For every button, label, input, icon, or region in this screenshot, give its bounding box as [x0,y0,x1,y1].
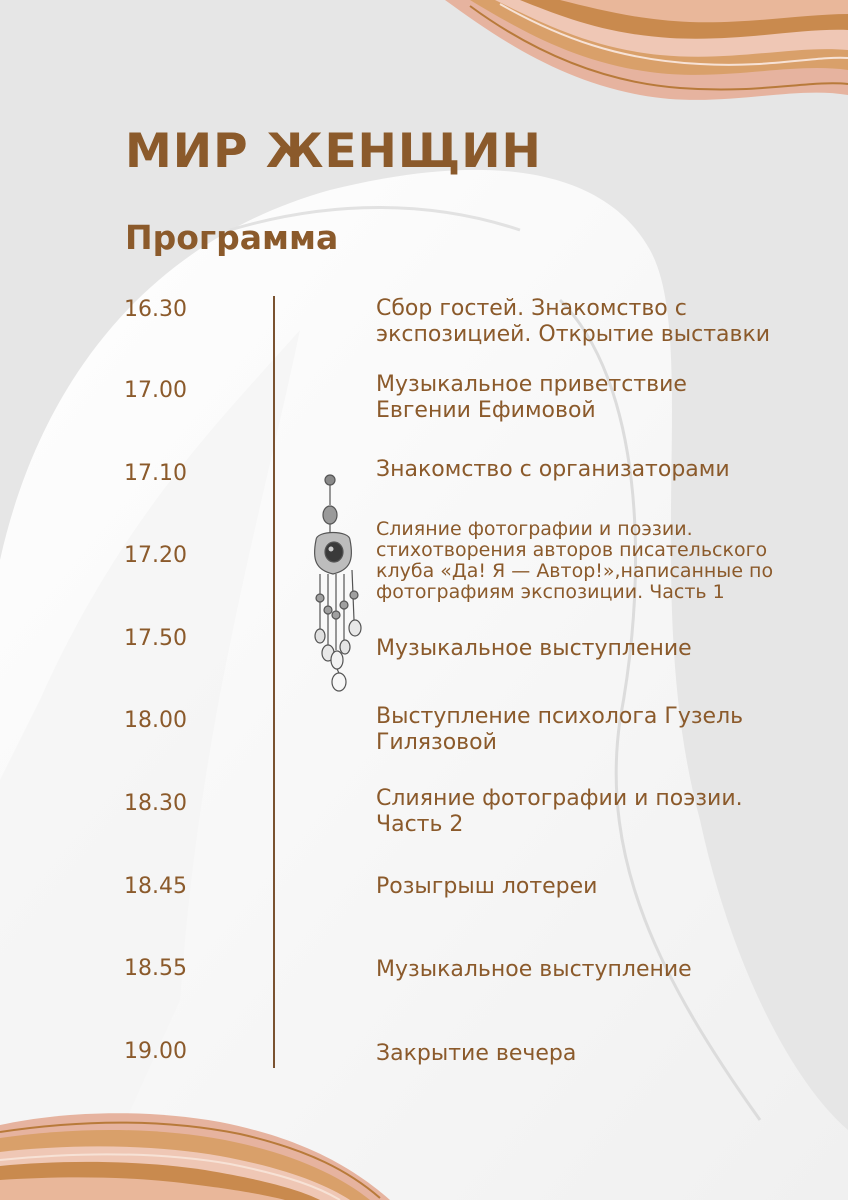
schedule-event: Музыкальное выступление [376,636,692,661]
earring-illustration [310,470,372,700]
schedule-time: 17.20 [124,543,187,568]
schedule-event: Сбор гостей. Знакомство с экспозицией. Открытие выставки [376,296,771,347]
schedule-time: 17.00 [124,378,187,403]
schedule-time: 18.45 [124,874,187,899]
schedule-time: 17.10 [124,461,187,486]
schedule-event: Знакомство с организаторами [376,457,730,482]
schedule-event: Слияние фотографии и поэзии. Часть 2 [376,786,743,837]
schedule-time: 18.00 [124,708,187,733]
program-subtitle: Программа [125,218,339,257]
timeline-divider [273,296,275,1068]
schedule-time: 17.50 [124,626,187,651]
schedule-event: Музыкальное выступление [376,957,692,982]
schedule-event: Закрытие вечера [376,1041,577,1066]
schedule-time: 19.00 [124,1039,187,1064]
schedule-event: Розыгрыш лотереи [376,874,598,899]
schedule-time: 16.30 [124,297,187,322]
schedule-time: 18.30 [124,791,187,816]
schedule-event: Музыкальное приветствие Евгении Ефимовой [376,372,687,423]
page-title: МИР ЖЕНЩИН [125,124,542,179]
schedule-event: Слияние фотографии и поэзии. стихотворения авторов писательского клуба «Да! Я — Автор!»,написанные по фотографиям экспозиции. Часть 1 [376,518,774,603]
schedule-event: Выступление психолога Гузель Гилязовой [376,704,744,755]
schedule-time: 18.55 [124,956,187,981]
